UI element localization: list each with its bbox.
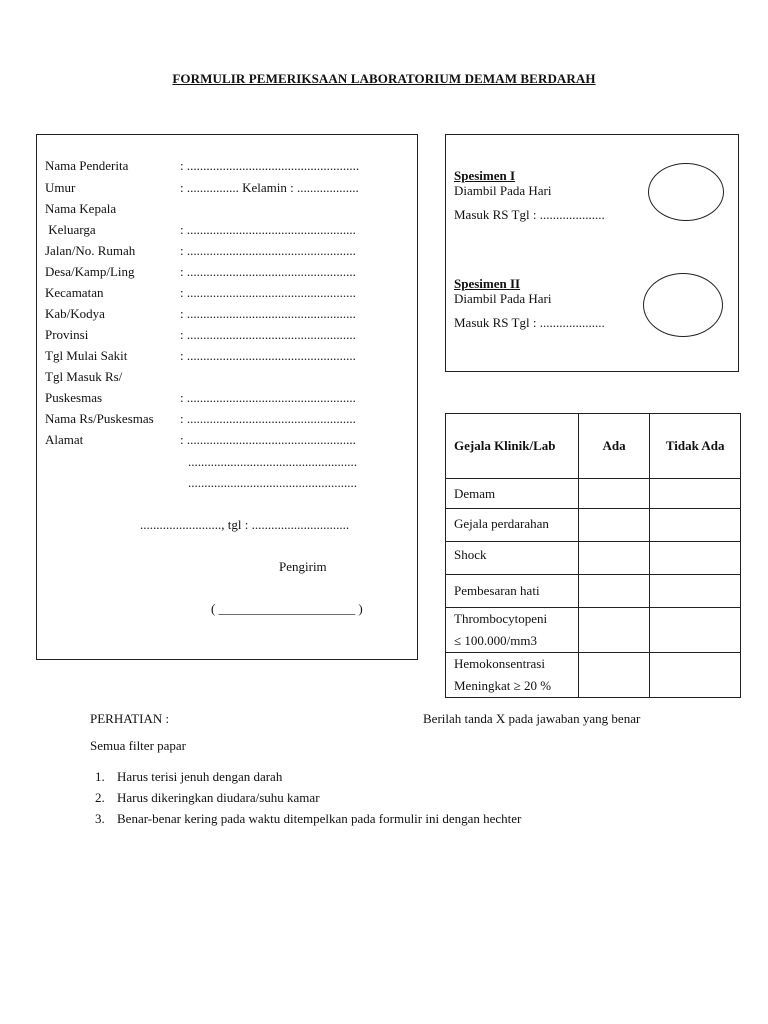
table-header-row xyxy=(446,414,741,479)
symptom-line: Thrombocytopeni xyxy=(454,611,548,626)
list-number: 3. xyxy=(95,811,105,826)
checkbox-tidak-ada[interactable] xyxy=(650,575,741,608)
table-row xyxy=(446,479,741,509)
checkbox-ada[interactable] xyxy=(578,542,650,575)
label-kab-kodya: Kab/Kodya xyxy=(45,306,105,321)
label-alamat: Alamat xyxy=(45,432,84,447)
filter-list xyxy=(95,766,521,829)
checkbox-tidak-ada[interactable] xyxy=(650,509,741,542)
specimen-2-taken: Diambil Pada Hari xyxy=(454,291,552,306)
label-keluarga: Keluarga xyxy=(45,222,96,237)
symptom-perdarahan: Gejala perdarahan xyxy=(446,509,579,542)
checkbox-tidak-ada[interactable] xyxy=(650,542,741,575)
header-gejala: Gejala Klinik/Lab xyxy=(446,414,579,479)
specimen-2-title: Spesimen II xyxy=(454,276,521,291)
specimen-1-admit[interactable]: Masuk RS Tgl : .................... xyxy=(454,207,605,222)
header-ada: Ada xyxy=(578,414,650,479)
symptom-hemokonsentrasi xyxy=(446,653,579,698)
checkbox-ada[interactable] xyxy=(578,653,650,698)
list-number: 1. xyxy=(95,769,105,784)
label-nama-kepala: Nama Kepala xyxy=(45,201,117,216)
checkbox-ada[interactable] xyxy=(578,608,650,653)
clinical-lab-table xyxy=(445,413,741,698)
table-row xyxy=(446,608,741,653)
checkbox-tidak-ada[interactable] xyxy=(650,608,741,653)
label-tgl-mulai-sakit: Tgl Mulai Sakit xyxy=(45,348,128,363)
label-kecamatan: Kecamatan xyxy=(45,285,104,300)
list-text: Benar-benar kering pada waktu ditempelkan pada formulir ini dengan hechter xyxy=(117,811,522,826)
symptom-line: ≤ 100.000/mm3 xyxy=(454,633,537,648)
specimen-2-circle[interactable] xyxy=(643,273,723,337)
header-tidak-ada: Tidak Ada xyxy=(650,414,741,479)
list-number: 2. xyxy=(95,790,105,805)
label-tgl-masuk: Tgl Masuk Rs/ xyxy=(45,369,123,384)
field-tgl-mulai-sakit[interactable]: : .................................................... xyxy=(180,348,356,363)
symptom-thrombocytopeni xyxy=(446,608,579,653)
filter-intro: Semua filter papar xyxy=(90,738,187,753)
table-row xyxy=(446,542,741,575)
specimen-1-title: Spesimen I xyxy=(454,168,516,183)
label-jalan: Jalan/No. Rumah xyxy=(45,243,136,258)
form-title: FORMULIR PEMERIKSAAN LABORATORIUM DEMAM BERDARAH xyxy=(172,71,596,86)
label-umur: Umur xyxy=(45,180,76,195)
list-text: Harus dikeringkan diudara/suhu kamar xyxy=(117,790,320,805)
symptom-demam: Demam xyxy=(446,479,579,509)
checkbox-ada[interactable] xyxy=(578,575,650,608)
field-nama-rs[interactable]: : .................................................... xyxy=(180,411,356,426)
field-jalan[interactable]: : .................................................... xyxy=(180,243,356,258)
label-desa: Desa/Kamp/Ling xyxy=(45,264,135,279)
label-nama-penderita: Nama Penderita xyxy=(45,158,129,173)
specimen-1-circle[interactable] xyxy=(648,163,724,221)
list-text: Harus terisi jenuh dengan darah xyxy=(117,769,283,784)
field-kecamatan[interactable]: : .................................................... xyxy=(180,285,356,300)
symptom-shock: Shock xyxy=(446,542,579,575)
table-row xyxy=(446,509,741,542)
field-alamat-cont-2[interactable]: .................................................... xyxy=(188,475,357,490)
checkbox-ada[interactable] xyxy=(578,509,650,542)
label-puskesmas: Puskesmas xyxy=(45,390,103,405)
field-kab-kodya[interactable]: : .................................................... xyxy=(180,306,356,321)
list-item xyxy=(95,766,521,787)
specimen-1-taken: Diambil Pada Hari xyxy=(454,183,552,198)
checkbox-ada[interactable] xyxy=(578,479,650,509)
field-keluarga[interactable]: : .................................................... xyxy=(180,222,356,237)
field-puskesmas[interactable]: : .................................................... xyxy=(180,390,356,405)
table-row xyxy=(446,653,741,698)
signature-field[interactable]: ( _____________________ ) xyxy=(211,601,363,616)
sender-label: Pengirim xyxy=(279,559,327,574)
field-nama-penderita[interactable]: : ..................................................... xyxy=(180,158,360,173)
table-row xyxy=(446,575,741,608)
label-provinsi: Provinsi xyxy=(45,327,89,342)
field-provinsi[interactable]: : .................................................... xyxy=(180,327,356,342)
symptom-line: Meningkat ≥ 20 % xyxy=(454,678,552,693)
list-item xyxy=(95,787,521,808)
symptom-pembesaran-hati: Pembesaran hati xyxy=(446,575,579,608)
field-alamat-cont-1[interactable]: .................................................... xyxy=(188,454,357,469)
list-item xyxy=(95,808,521,829)
symptom-line: Hemokonsentrasi xyxy=(454,656,545,671)
field-place-date[interactable]: ........................., tgl : .............................. xyxy=(140,517,350,532)
checkbox-tidak-ada[interactable] xyxy=(650,479,741,509)
field-desa[interactable]: : .................................................... xyxy=(180,264,356,279)
label-nama-rs: Nama Rs/Puskesmas xyxy=(45,411,154,426)
checkbox-tidak-ada[interactable] xyxy=(650,653,741,698)
specimen-2-admit[interactable]: Masuk RS Tgl : .................... xyxy=(454,315,605,330)
field-alamat[interactable]: : .................................................... xyxy=(180,432,356,447)
field-umur-kelamin[interactable]: : ................ Kelamin : ................... xyxy=(180,180,359,195)
instruction-text: Berilah tanda X pada jawaban yang benar xyxy=(423,711,641,726)
attention-label: PERHATIAN : xyxy=(90,711,170,726)
